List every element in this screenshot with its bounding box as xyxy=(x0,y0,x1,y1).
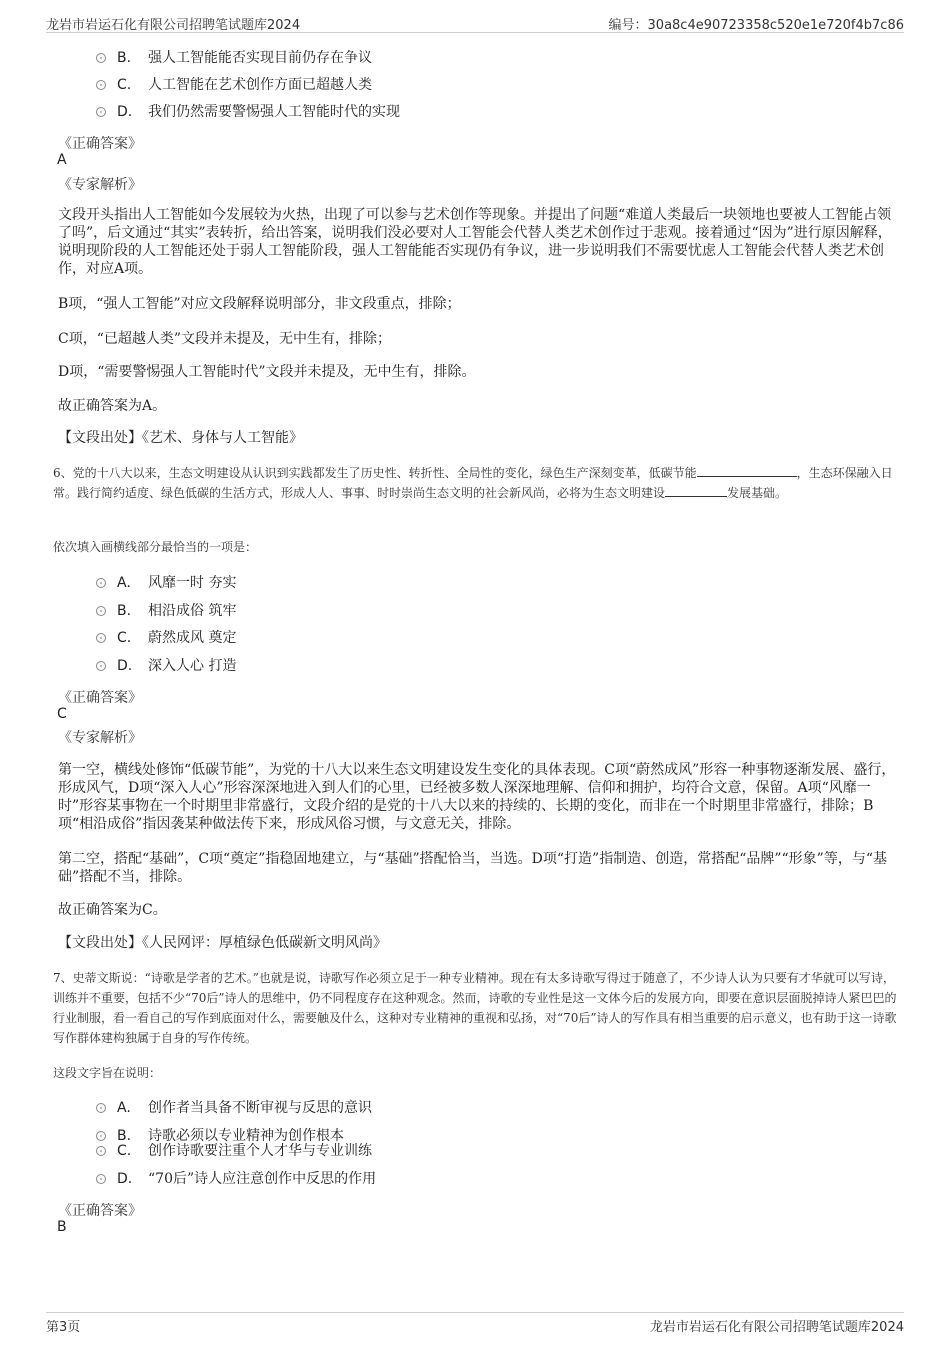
q6-answer: C xyxy=(57,706,67,722)
radio-button-icon[interactable] xyxy=(96,1103,106,1113)
q5-analysis-p1: 文段开头指出人工智能如今发展较为火热，出现了可以参与艺术创作等现象。并提出了问题“难道人类最后一块领地也要被人工智能占领了吗”，后文通过“其实”表转折，给出答案，说明我们没必要对人工智能会代替人类艺术创作过于悲观。接着通过“因为”进行原因解释，说明现阶段的人工智能还处于弱人工智能阶段，强人工智能能否实现仍有争议，进一步说明我们不需要忧虑人工智能会代替人类艺术创作，对应A项。 xyxy=(58,207,892,277)
q6-instruction: 依次填入画横线部分最恰当的一项是： xyxy=(53,540,258,554)
radio-button-icon[interactable] xyxy=(96,1174,106,1184)
footer-title: 龙岩市岩运石化有限公司招聘笔试题库2024 xyxy=(649,1320,904,1335)
radio-button-icon[interactable] xyxy=(96,661,106,671)
q7-instruction: 这段文字旨在说明： xyxy=(53,1066,162,1080)
q5-source: 【文段出处】《艺术、身体与人工智能》 xyxy=(58,430,303,446)
page-number: 第3页 xyxy=(46,1320,81,1335)
radio-button-icon[interactable] xyxy=(96,1131,106,1141)
q5-analysis-p4: D项，“需要警惕强人工智能时代”文段并未提及，无中生有，排除。 xyxy=(58,364,476,380)
q6-analysis-p2: 第二空，搭配“基础”，C项“奠定”指稳固地建立，与“基础”搭配恰当，当选。D项“打造”指制造、创造，常搭配“品牌”“形象”等，与“基础”搭配不当，排除。 xyxy=(58,851,887,885)
q5-conclusion: 故正确答案为A。 xyxy=(58,398,167,414)
radio-button-icon[interactable] xyxy=(96,1146,106,1156)
q5-analysis-p2: B项，“强人工智能”对应文段解释说明部分，非文段重点，排除； xyxy=(58,296,461,312)
page-footer xyxy=(46,1312,904,1337)
q6-source: 【文段出处】《人民网评：厚植绿色低碳新文明风尚》 xyxy=(58,935,387,951)
q7-stem: 7、史蒂文斯说：“诗歌是学者的艺术。”也就是说，诗歌写作必须立足于一种专业精神。现在有太多诗歌写得过于随意了，不少诗人认为只要有才华就可以写诗，训练并不重要，包括不少“70后”诗人的思维中，仍不同程度存在这种观念。然而，诗歌的专业性是这一文体今后的发展方向，即要在意识层面脱掉诗人紧巴巴的行业制服，看一看自己的写作到底面对什么，需要触及什么，这种对专业精神的重视和弘扬，对“70后”诗人的写作具有相当重要的启示意义，也有助于这一诗歌写作群体建构独属于自身的写作传统。 xyxy=(53,971,897,1045)
page-header xyxy=(46,12,904,33)
q6-stem: 6、党的十八大以来，生态文明建设从认识到实践都发生了历史性、转折性、全局性的变化，绿色生产深刻变革，低碳节能 ，生态环保融入日常。践行简约适度、绿色低碳的生活方式，形成人人、事事、时时崇尚生态文明的社会新风尚，必将为生态文明建设 发展基础。 xyxy=(53,466,893,500)
radio-button-icon[interactable] xyxy=(96,633,106,643)
q6-conclusion: 故正确答案为C。 xyxy=(58,902,167,918)
radio-button-icon[interactable] xyxy=(96,53,106,63)
radio-button-icon[interactable] xyxy=(96,80,106,90)
header-title: 龙岩市岩运石化有限公司招聘笔试题库2024 xyxy=(46,18,301,33)
radio-button-icon[interactable] xyxy=(96,578,106,588)
q7-answer-label: 《正确答案》 xyxy=(58,1203,142,1219)
q6-answer-label: 《正确答案》 xyxy=(58,690,142,706)
q7-answer: B xyxy=(57,1219,67,1235)
q5-answer: A xyxy=(57,152,67,168)
q5-analysis-label: 《专家解析》 xyxy=(58,177,142,193)
radio-button-icon[interactable] xyxy=(96,606,106,616)
header-doc-id: 编号：30a8c4e90723358c520e1e720f4b7c86 xyxy=(608,18,904,33)
q5-answer-label: 《正确答案》 xyxy=(58,136,142,152)
fill-blank-2 xyxy=(665,484,727,497)
fill-blank-1 xyxy=(697,464,797,477)
radio-button-icon[interactable] xyxy=(96,107,106,117)
q6-analysis-p1: 第一空，横线处修饰“低碳节能”，为党的十八大以来生态文明建设发生变化的具体表现。C项“蔚然成风”形容一种事物逐渐发展、盛行，形成风气，D项“深入人心”形容深深地进入到人们的心里，已经被多数人深深地理解、信仰和拥护，均符合文意，保留。A项“风靡一时”形容某事物在一个时期里非常盛行，文段介绍的是党的十八大以来的持续的、长期的变化，而非在一个时期里非常盛行，排除；B项“相沿成俗”指因袭某种做法传下来，形成风俗习惯，与文意无关，排除。 xyxy=(58,762,896,832)
q5-analysis-p3: C项，“已超越人类”文段并未提及，无中生有，排除； xyxy=(58,331,392,347)
q6-analysis-label: 《专家解析》 xyxy=(58,730,142,746)
